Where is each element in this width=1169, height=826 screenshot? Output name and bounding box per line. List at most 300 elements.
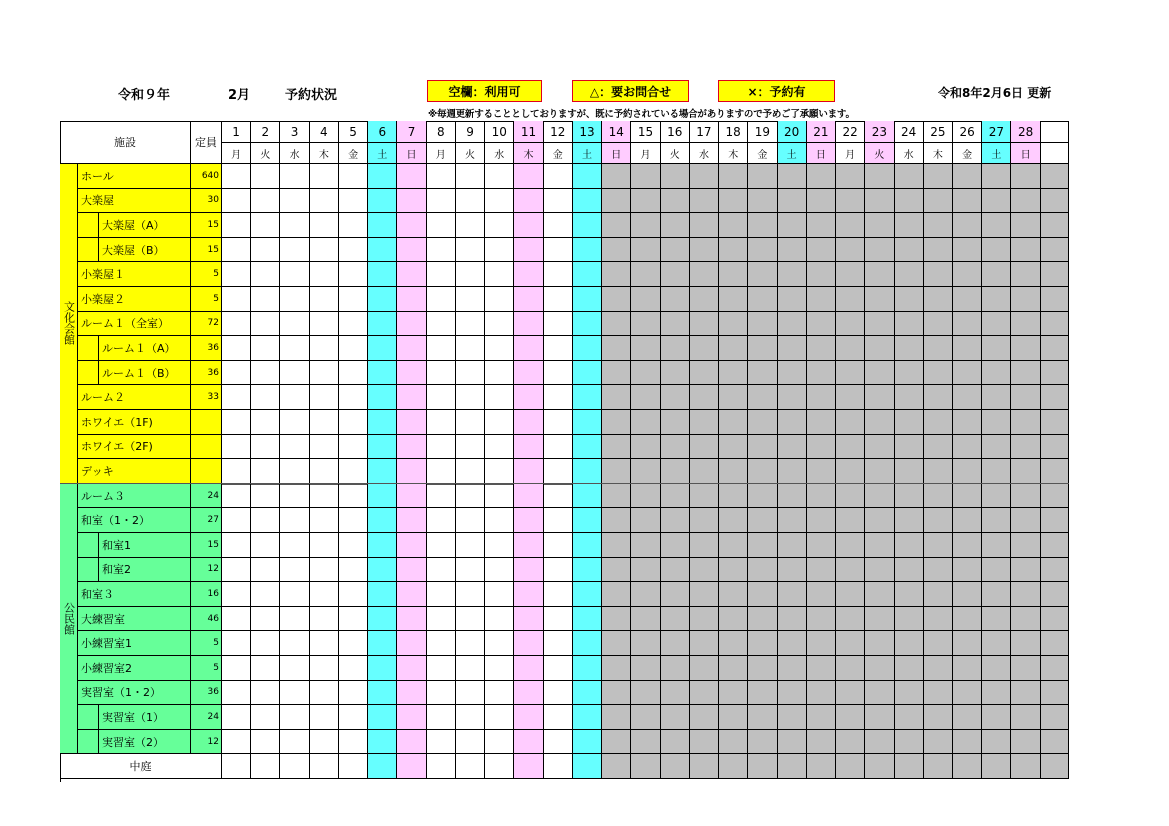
reservation-cell: [865, 533, 894, 558]
reservation-cell: [836, 484, 865, 509]
reservation-cell: [602, 558, 631, 583]
reservation-cell: [485, 336, 514, 361]
day-number: 4: [310, 121, 339, 143]
reservation-cell: [661, 656, 690, 681]
weekday-label: 火: [661, 143, 690, 164]
reservation-cell: [339, 484, 368, 509]
reservation-cell: [1041, 385, 1069, 410]
reservation-cell: [544, 730, 573, 755]
weekday-label: 月: [631, 143, 660, 164]
day-number: 11: [514, 121, 543, 143]
reservation-cell: [544, 558, 573, 583]
reservation-cell: [310, 705, 339, 730]
capacity-value: 5: [191, 262, 222, 287]
reservation-cell: [222, 312, 251, 337]
reservation-cell: [836, 385, 865, 410]
reservation-cell: [631, 238, 660, 263]
reservation-cell: [1041, 681, 1069, 706]
reservation-cell: [368, 164, 397, 189]
reservation-cell: [690, 533, 719, 558]
reservation-cell: [514, 681, 543, 706]
reservation-cell: [573, 189, 602, 214]
reservation-cell: [339, 435, 368, 460]
facility-name: 大楽屋（A）: [99, 213, 191, 238]
reservation-cell: [690, 508, 719, 533]
reservation-cell: [807, 508, 836, 533]
reservation-cell: [514, 262, 543, 287]
reservation-cell: [339, 312, 368, 337]
reservation-cell: [924, 705, 953, 730]
reservation-cell: [339, 361, 368, 386]
reservation-cell: [251, 656, 280, 681]
reservation-cell: [222, 262, 251, 287]
facility-name: ホール: [78, 164, 191, 189]
reservation-cell: [544, 484, 573, 509]
reservation-cell: [251, 287, 280, 312]
reservation-cell: [485, 705, 514, 730]
reservation-cell: [368, 631, 397, 656]
reservation-cell: [368, 435, 397, 460]
reservation-cell: [1041, 410, 1069, 435]
facility-name: 和室（1・2）: [78, 508, 191, 533]
reservation-cell: [982, 164, 1011, 189]
reservation-cell: [807, 459, 836, 484]
reservation-cell: [807, 484, 836, 509]
reservation-cell: [427, 164, 456, 189]
reservation-cell: [807, 435, 836, 460]
facility-name: 小楽屋２: [78, 287, 191, 312]
reservation-cell: [280, 238, 309, 263]
reservation-cell: [778, 336, 807, 361]
reservation-cell: [456, 681, 485, 706]
reservation-cell: [807, 336, 836, 361]
reservation-cell: [865, 484, 894, 509]
reservation-cell: [661, 213, 690, 238]
reservation-cell: [1011, 656, 1040, 681]
reservation-cell: [222, 730, 251, 755]
reservation-cell: [310, 385, 339, 410]
reservation-cell: [485, 238, 514, 263]
day-number: 16: [661, 121, 690, 143]
facility-name: ルーム３: [78, 484, 191, 509]
reservation-cell: [397, 459, 426, 484]
reservation-cell: [953, 213, 982, 238]
reservation-cell: [865, 730, 894, 755]
reservation-cell: [748, 262, 777, 287]
reservation-cell: [251, 459, 280, 484]
reservation-cell: [514, 189, 543, 214]
reservation-cell: [485, 262, 514, 287]
reservation-cell: [661, 164, 690, 189]
reservation-cell: [661, 312, 690, 337]
reservation-cell: [865, 189, 894, 214]
reservation-cell: [602, 238, 631, 263]
reservation-cell: [807, 631, 836, 656]
reservation-cell: [748, 410, 777, 435]
reservation-cell: [573, 607, 602, 632]
reservation-cell: [748, 361, 777, 386]
reservation-cell: [1011, 287, 1040, 312]
reservation-cell: [982, 361, 1011, 386]
reservation-cell: [748, 681, 777, 706]
reservation-cell: [573, 361, 602, 386]
reservation-cell: [836, 582, 865, 607]
reservation-cell: [690, 238, 719, 263]
reservation-cell: [514, 607, 543, 632]
reservation-cell: [1041, 656, 1069, 681]
updated-date: 令和8年2月6日 更新: [938, 86, 1052, 100]
reservation-cell: [339, 705, 368, 730]
reservation-cell: [427, 607, 456, 632]
reservation-cell: [661, 631, 690, 656]
indent-spacer: [78, 533, 99, 558]
reservation-cell: [1011, 730, 1040, 755]
reservation-cell: [310, 287, 339, 312]
reservation-cell: [982, 410, 1011, 435]
reservation-cell: [310, 582, 339, 607]
reservation-cell: [280, 754, 309, 779]
reservation-cell: [602, 533, 631, 558]
reservation-cell: [865, 336, 894, 361]
reservation-cell: [631, 410, 660, 435]
reservation-cell: [222, 336, 251, 361]
reservation-cell: [310, 656, 339, 681]
weekday-label: [1041, 143, 1069, 164]
reservation-cell: [1041, 459, 1069, 484]
reservation-cell: [310, 533, 339, 558]
reservation-cell: [573, 681, 602, 706]
day-number: 5: [339, 121, 368, 143]
reservation-cell: [251, 312, 280, 337]
reservation-cell: [953, 262, 982, 287]
facility-name: 小練習室2: [78, 656, 191, 681]
reservation-cell: [1011, 385, 1040, 410]
reservation-cell: [1041, 213, 1069, 238]
reservation-cell: [748, 533, 777, 558]
reservation-cell: [602, 508, 631, 533]
reservation-cell: [514, 164, 543, 189]
reservation-cell: [982, 607, 1011, 632]
reservation-cell: [280, 189, 309, 214]
page-title: 予約状況: [285, 88, 338, 103]
reservation-cell: [924, 656, 953, 681]
facility-name: 大楽屋: [78, 189, 191, 214]
reservation-cell: [602, 262, 631, 287]
reservation-cell: [456, 459, 485, 484]
facility-name: 和室1: [99, 533, 191, 558]
reservation-cell: [251, 558, 280, 583]
reservation-cell: [368, 189, 397, 214]
reservation-cell: [631, 754, 660, 779]
reservation-cell: [865, 435, 894, 460]
reservation-cell: [251, 238, 280, 263]
reservation-cell: [719, 238, 748, 263]
reservation-cell: [310, 730, 339, 755]
reservation-cell: [631, 385, 660, 410]
reservation-cell: [514, 582, 543, 607]
reservation-cell: [982, 631, 1011, 656]
reservation-cell: [778, 312, 807, 337]
reservation-cell: [631, 681, 660, 706]
reservation-cell: [719, 336, 748, 361]
reservation-cell: [573, 705, 602, 730]
reservation-cell: [661, 705, 690, 730]
reservation-cell: [456, 164, 485, 189]
reservation-cell: [690, 385, 719, 410]
reservation-cell: [485, 361, 514, 386]
reservation-cell: [544, 533, 573, 558]
reservation-cell: [339, 213, 368, 238]
weekday-label: 月: [427, 143, 456, 164]
reservation-cell: [368, 730, 397, 755]
reservation-cell: [339, 238, 368, 263]
reservation-cell: [602, 287, 631, 312]
reservation-cell: [280, 484, 309, 509]
reservation-cell: [778, 681, 807, 706]
reservation-cell: [690, 607, 719, 632]
month-label: 2月: [228, 88, 251, 103]
reservation-cell: [895, 312, 924, 337]
reservation-cell: [807, 656, 836, 681]
reservation-cell: [514, 533, 543, 558]
reservation-cell: [485, 533, 514, 558]
reservation-cell: [836, 631, 865, 656]
group-label: 文化会館: [60, 164, 78, 484]
reservation-cell: [631, 484, 660, 509]
reservation-cell: [631, 361, 660, 386]
reservation-cell: [251, 484, 280, 509]
reservation-cell: [573, 631, 602, 656]
reservation-cell: [456, 705, 485, 730]
reservation-cell: [456, 336, 485, 361]
reservation-cell: [280, 435, 309, 460]
reservation-cell: [397, 435, 426, 460]
reservation-cell: [456, 533, 485, 558]
reservation-cell: [690, 730, 719, 755]
reservation-cell: [953, 361, 982, 386]
reservation-cell: [310, 312, 339, 337]
reservation-cell: [1041, 189, 1069, 214]
notice-text: ※毎週更新することとしておりますが、既に予約されている場合がありますので予めご了承願います。: [428, 109, 855, 120]
reservation-cell: [982, 459, 1011, 484]
facility-name: 実習室（2）: [99, 730, 191, 755]
reservation-cell: [836, 312, 865, 337]
reservation-cell: [719, 435, 748, 460]
reservation-cell: [719, 262, 748, 287]
reservation-cell: [836, 164, 865, 189]
reservation-cell: [953, 681, 982, 706]
facility-name: 小練習室1: [78, 631, 191, 656]
group-label: 公民館: [60, 484, 78, 755]
reservation-cell: [280, 681, 309, 706]
reservation-cell: [602, 189, 631, 214]
reservation-cell: [251, 361, 280, 386]
reservation-cell: [631, 607, 660, 632]
reservation-cell: [982, 681, 1011, 706]
reservation-cell: [807, 189, 836, 214]
reservation-cell: [953, 607, 982, 632]
reservation-cell: [807, 361, 836, 386]
day-number: 14: [602, 121, 631, 143]
reservation-cell: [924, 164, 953, 189]
reservation-cell: [602, 435, 631, 460]
reservation-cell: [1041, 435, 1069, 460]
reservation-cell: [953, 656, 982, 681]
reservation-cell: [895, 336, 924, 361]
weekday-label: 火: [865, 143, 894, 164]
reservation-cell: [1041, 558, 1069, 583]
reservation-cell: [339, 681, 368, 706]
reservation-cell: [368, 681, 397, 706]
reservation-cell: [895, 189, 924, 214]
weekday-label: 土: [982, 143, 1011, 164]
reservation-cell: [544, 656, 573, 681]
reservation-cell: [339, 385, 368, 410]
reservation-cell: [310, 238, 339, 263]
reservation-cell: [1011, 681, 1040, 706]
reservation-cell: [485, 385, 514, 410]
reservation-cell: [1041, 754, 1069, 779]
day-number: 10: [485, 121, 514, 143]
reservation-cell: [661, 754, 690, 779]
reservation-cell: [544, 336, 573, 361]
reservation-cell: [895, 705, 924, 730]
reservation-cell: [690, 189, 719, 214]
reservation-cell: [719, 385, 748, 410]
reservation-cell: [427, 533, 456, 558]
reservation-cell: [1041, 730, 1069, 755]
reservation-cell: [427, 336, 456, 361]
reservation-cell: [456, 312, 485, 337]
reservation-cell: [280, 287, 309, 312]
reservation-cell: [836, 435, 865, 460]
reservation-cell: [397, 336, 426, 361]
reservation-cell: [748, 705, 777, 730]
reservation-cell: [456, 262, 485, 287]
reservation-cell: [865, 631, 894, 656]
reservation-cell: [690, 582, 719, 607]
reservation-cell: [339, 582, 368, 607]
indent-spacer: [78, 213, 99, 238]
reservation-cell: [690, 262, 719, 287]
reservation-cell: [397, 410, 426, 435]
reservation-cell: [1011, 336, 1040, 361]
weekday-label: 金: [339, 143, 368, 164]
reservation-cell: [485, 730, 514, 755]
reservation-cell: [895, 558, 924, 583]
reservation-cell: [807, 238, 836, 263]
reservation-cell: [222, 238, 251, 263]
reservation-cell: [661, 508, 690, 533]
reservation-cell: [514, 435, 543, 460]
reservation-cell: [982, 213, 1011, 238]
reservation-cell: [982, 238, 1011, 263]
reservation-cell: [514, 213, 543, 238]
reservation-cell: [456, 656, 485, 681]
reservation-cell: [778, 508, 807, 533]
reservation-cell: [573, 410, 602, 435]
reservation-cell: [924, 459, 953, 484]
reservation-cell: [661, 238, 690, 263]
reservation-cell: [222, 705, 251, 730]
reservation-cell: [222, 435, 251, 460]
reservation-cell: [427, 238, 456, 263]
facility-name: 和室３: [78, 582, 191, 607]
reservation-cell: [368, 459, 397, 484]
reservation-cell: [514, 705, 543, 730]
reservation-cell: [602, 213, 631, 238]
reservation-cell: [339, 730, 368, 755]
reservation-cell: [690, 410, 719, 435]
reservation-cell: [573, 459, 602, 484]
indent-spacer: [78, 705, 99, 730]
reservation-cell: [310, 361, 339, 386]
reservation-cell: [251, 533, 280, 558]
day-number: 17: [690, 121, 719, 143]
reservation-cell: [631, 262, 660, 287]
reservation-cell: [836, 262, 865, 287]
reservation-cell: [280, 656, 309, 681]
reservation-cell: [953, 484, 982, 509]
facility-name: 大楽屋（B）: [99, 238, 191, 263]
reservation-cell: [865, 385, 894, 410]
reservation-cell: [222, 754, 251, 779]
reservation-cell: [222, 558, 251, 583]
reservation-cell: [895, 435, 924, 460]
reservation-cell: [251, 435, 280, 460]
reservation-cell: [953, 312, 982, 337]
reservation-cell: [339, 262, 368, 287]
reservation-cell: [397, 385, 426, 410]
reservation-cell: [778, 361, 807, 386]
reservation-cell: [251, 385, 280, 410]
reservation-cell: [807, 730, 836, 755]
reservation-cell: [895, 681, 924, 706]
reservation-cell: [397, 582, 426, 607]
reservation-cell: [924, 754, 953, 779]
reservation-cell: [280, 385, 309, 410]
reservation-cell: [865, 410, 894, 435]
reservation-cell: [251, 681, 280, 706]
reservation-cell: [778, 484, 807, 509]
day-number: 23: [865, 121, 894, 143]
reservation-cell: [895, 508, 924, 533]
reservation-cell: [982, 262, 1011, 287]
reservation-cell: [807, 533, 836, 558]
capacity-value: 46: [191, 607, 222, 632]
reservation-cell: [982, 754, 1011, 779]
reservation-cell: [222, 410, 251, 435]
reservation-cell: [807, 164, 836, 189]
reservation-cell: [924, 238, 953, 263]
reservation-cell: [778, 385, 807, 410]
reservation-cell: [368, 533, 397, 558]
capacity-value: 36: [191, 681, 222, 706]
reservation-cell: [514, 336, 543, 361]
reservation-cell: [719, 213, 748, 238]
reservation-cell: [514, 631, 543, 656]
reservation-cell: [895, 582, 924, 607]
reservation-cell: [1041, 484, 1069, 509]
reservation-cell: [865, 558, 894, 583]
reservation-cell: [748, 213, 777, 238]
reservation-cell: [924, 607, 953, 632]
reservation-cell: [397, 189, 426, 214]
reservation-cell: [544, 238, 573, 263]
reservation-cell: [222, 213, 251, 238]
weekday-label: 月: [222, 143, 251, 164]
reservation-cell: [427, 582, 456, 607]
